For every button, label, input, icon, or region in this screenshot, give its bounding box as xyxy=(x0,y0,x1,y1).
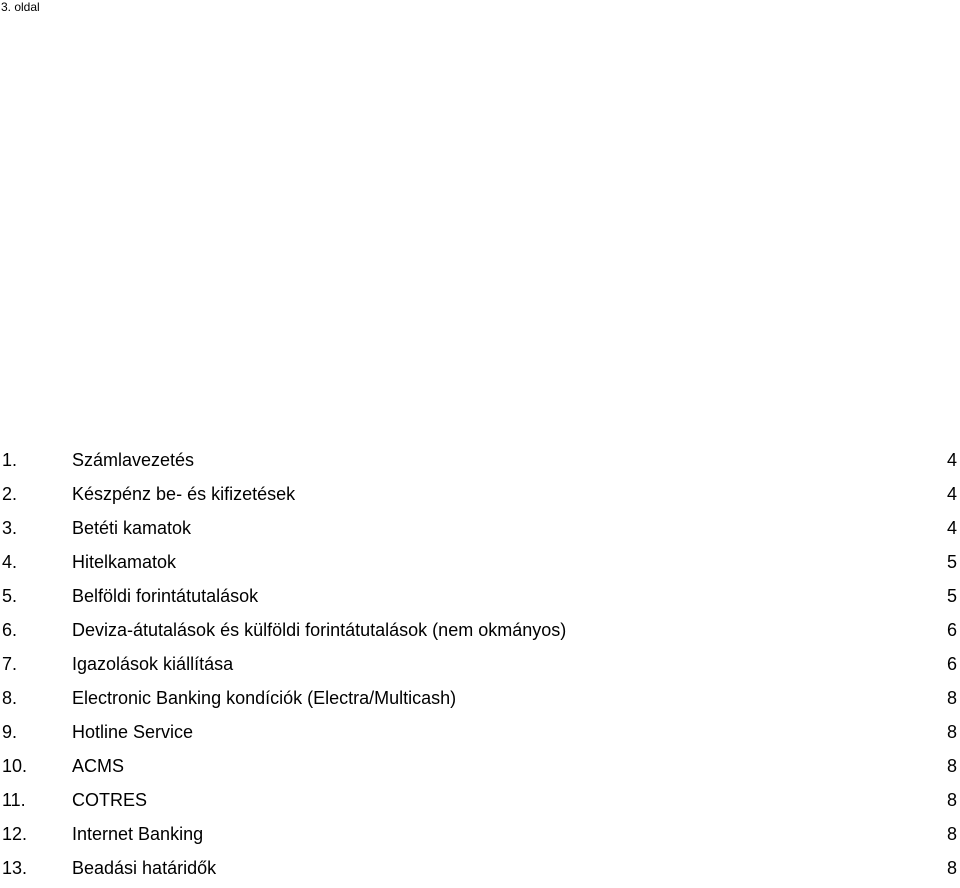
toc-entry xyxy=(0,786,960,820)
toc-entry-title: Belföldi forintátutalások xyxy=(72,586,259,606)
toc-entry xyxy=(0,718,960,752)
toc-entry-title: Hitelkamatok xyxy=(72,552,177,572)
toc-entry-title: Igazolások kiállítása xyxy=(72,654,234,674)
toc-entry-number: 13. xyxy=(2,858,28,878)
toc-entry xyxy=(0,752,960,786)
toc-entry xyxy=(0,446,960,480)
toc-entry-number: 4. xyxy=(2,552,18,572)
toc-entry xyxy=(0,650,960,684)
toc-entry-page: 5 xyxy=(946,586,957,606)
toc-entry-page: 8 xyxy=(946,790,957,810)
toc-entry xyxy=(0,854,960,888)
toc-entry xyxy=(0,684,960,718)
toc-entry-title: Készpénz be- és kifizetések xyxy=(72,484,296,504)
table-of-contents xyxy=(0,446,960,888)
toc-entry-page: 8 xyxy=(946,824,957,844)
toc-entry-page: 6 xyxy=(946,654,957,674)
toc-entry-number: 3. xyxy=(2,518,18,538)
toc-entry-number: 5. xyxy=(2,586,18,606)
toc-entry-number: 11. xyxy=(2,790,26,810)
toc-entry-title: Deviza-átutalások és külföldi forintátutalások (nem okmányos) xyxy=(72,620,567,640)
toc-entry xyxy=(0,480,960,514)
toc-entry-title: Electronic Banking kondíciók (Electra/Multicash) xyxy=(72,688,457,708)
toc-entry-page: 5 xyxy=(946,552,957,572)
toc-entry xyxy=(0,582,960,616)
toc-entry-title: Betéti kamatok xyxy=(72,518,192,538)
toc-entry-page: 6 xyxy=(946,620,957,640)
page-label: 3. oldal xyxy=(1,0,40,14)
toc-entry-title: Számlavezetés xyxy=(72,450,195,470)
toc-entry xyxy=(0,616,960,650)
toc-entry-page: 4 xyxy=(946,518,957,538)
toc-entry xyxy=(0,514,960,548)
toc-entry xyxy=(0,548,960,582)
toc-entry xyxy=(0,820,960,854)
toc-entry-number: 12. xyxy=(2,824,28,844)
toc-entry-page: 8 xyxy=(946,688,957,708)
toc-entry-title: COTRES xyxy=(72,790,148,810)
toc-entry-page: 8 xyxy=(946,722,957,742)
toc-entry-number: 2. xyxy=(2,484,18,504)
toc-entry-number: 6. xyxy=(2,620,18,640)
toc-entry-page: 4 xyxy=(946,484,957,504)
toc-entry-page: 8 xyxy=(946,858,957,878)
toc-entry-title: Beadási határidők xyxy=(72,858,217,878)
toc-entry-title: Hotline Service xyxy=(72,722,194,742)
toc-entry-number: 10. xyxy=(2,756,28,776)
toc-entry-title: ACMS xyxy=(72,756,125,776)
toc-entry-number: 9. xyxy=(2,722,18,742)
toc-entry-number: 1. xyxy=(2,450,18,470)
toc-entry-number: 7. xyxy=(2,654,18,674)
toc-entry-page: 4 xyxy=(946,450,957,470)
toc-entry-title: Internet Banking xyxy=(72,824,204,844)
toc-entry-page: 8 xyxy=(946,756,957,776)
toc-entry-number: 8. xyxy=(2,688,18,708)
